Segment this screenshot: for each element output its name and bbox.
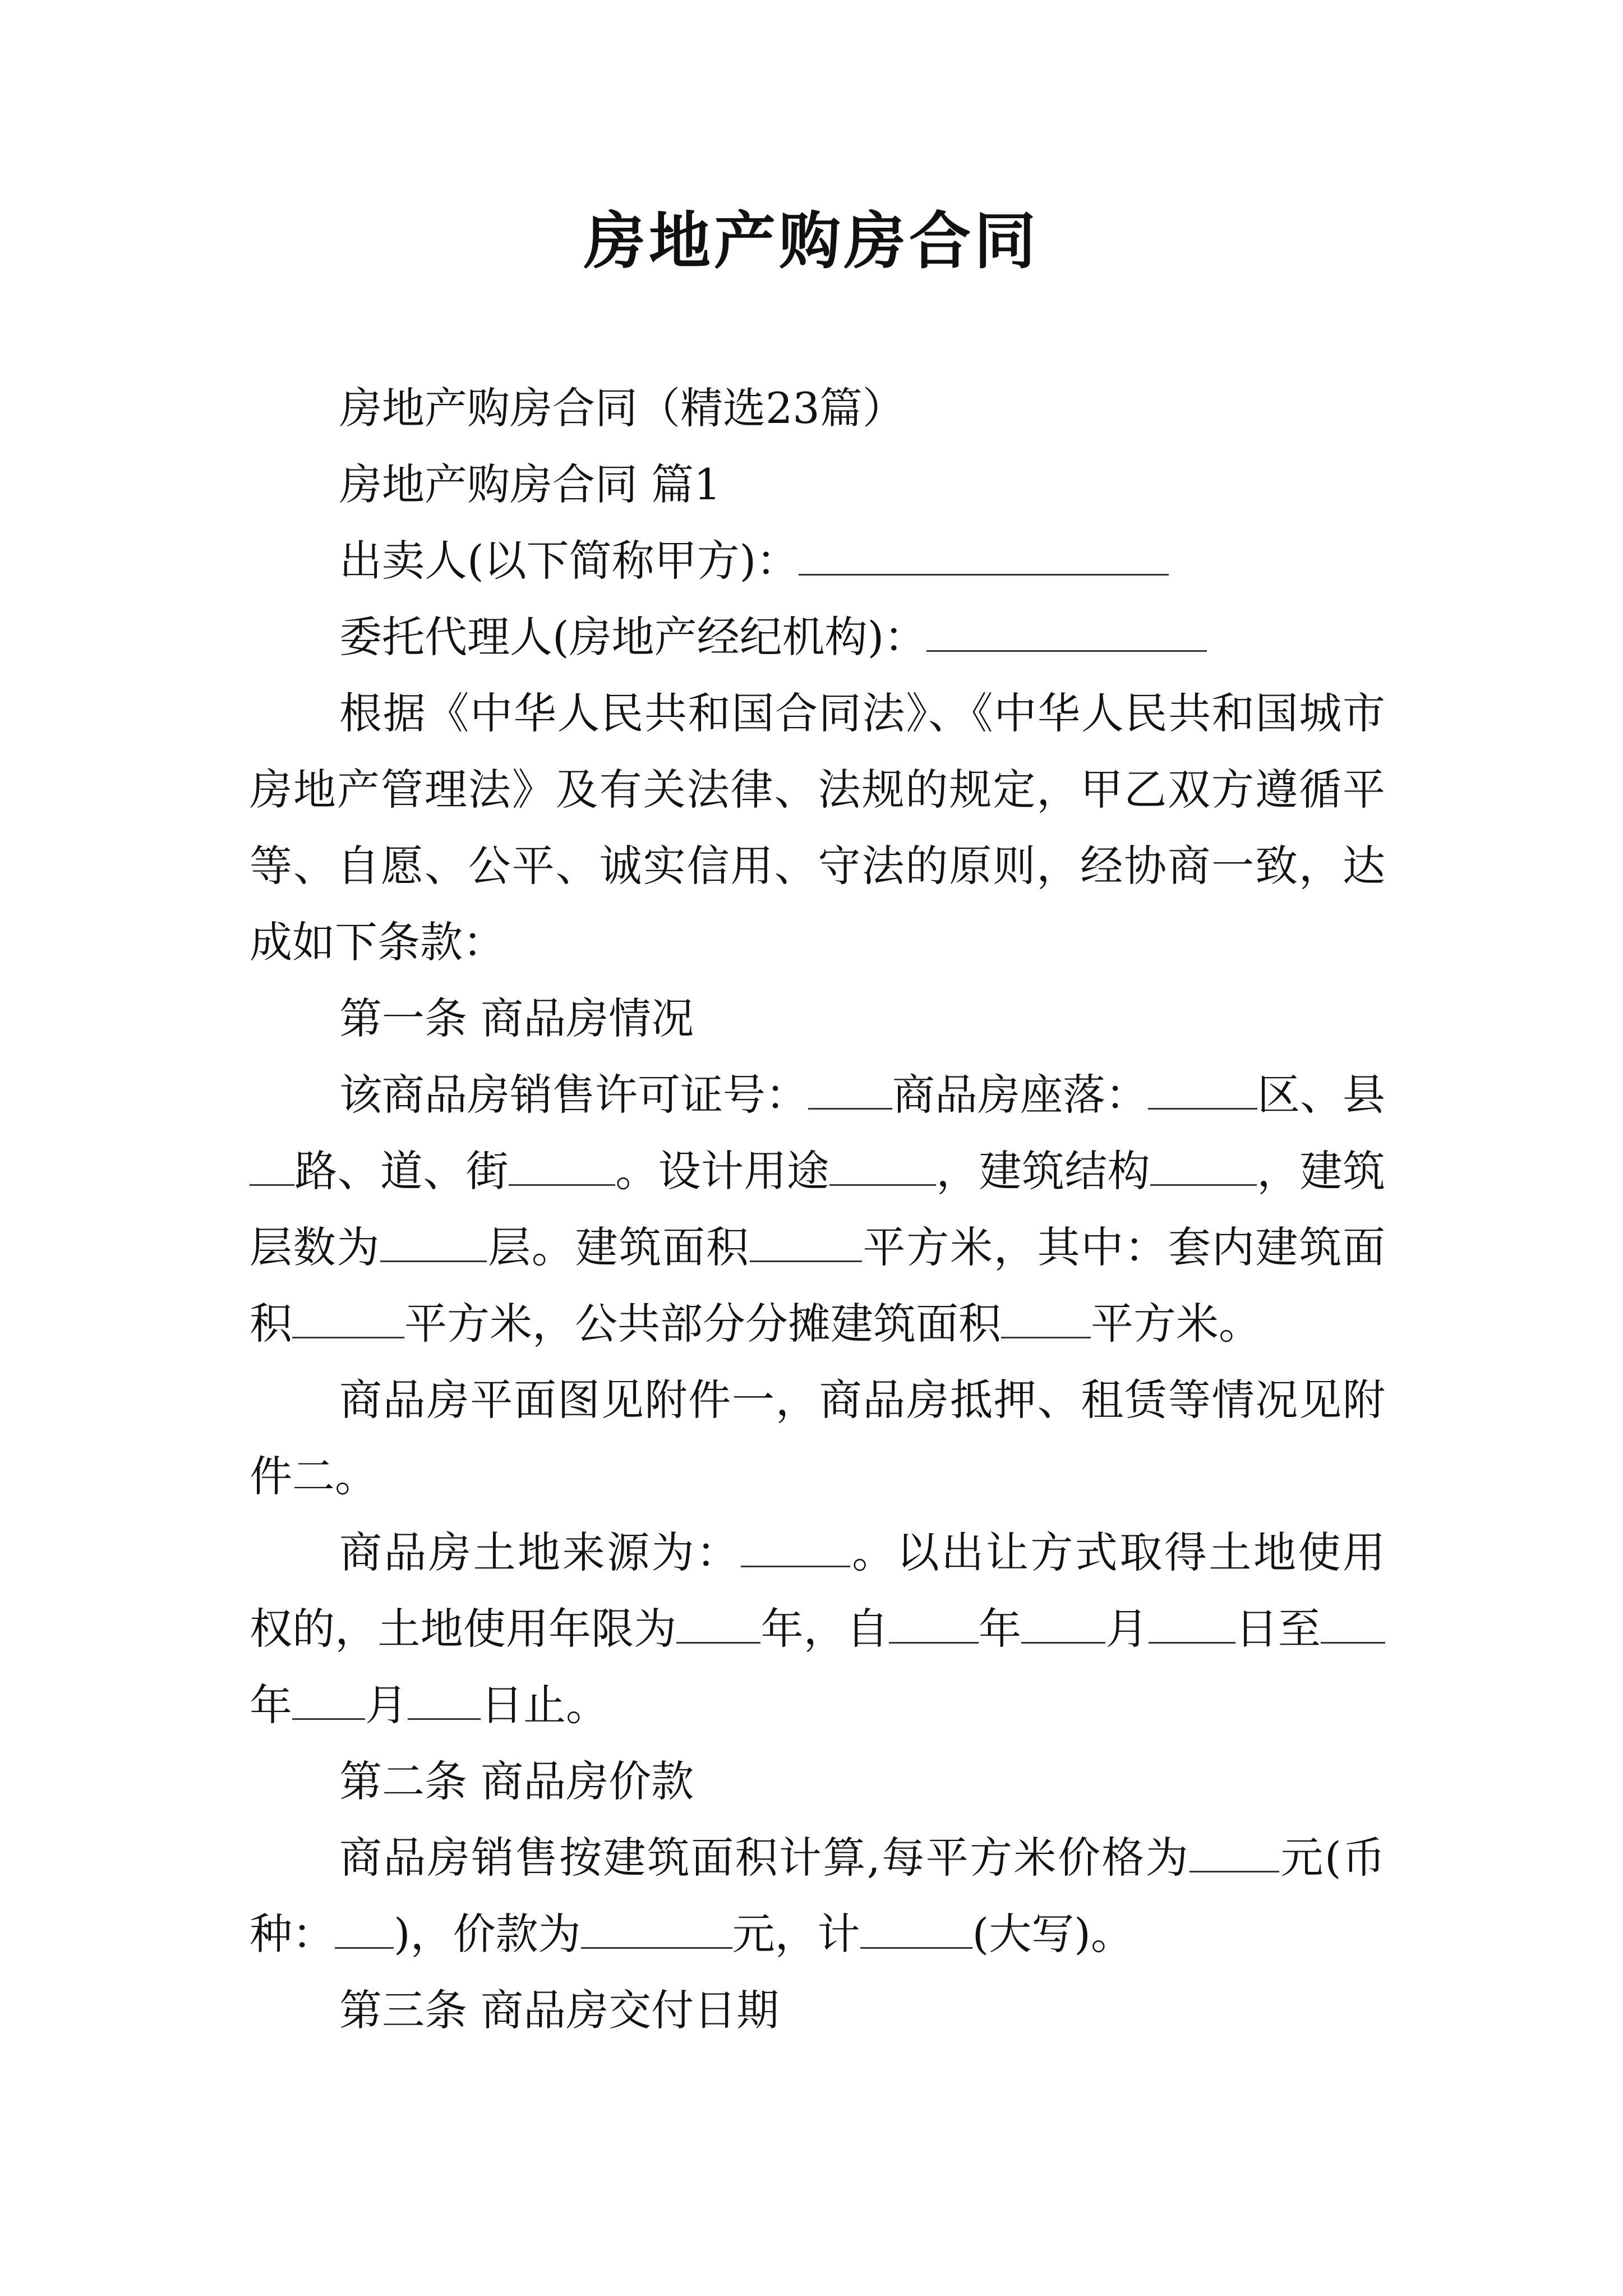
fill-in-blank: [292, 1682, 365, 1720]
paragraph-text: (大写)。: [972, 1909, 1133, 1959]
paragraph: [250, 1820, 1385, 1972]
paragraph-text: 元(币种：: [250, 1833, 1385, 1959]
fill-in-blank: [1001, 1301, 1091, 1338]
paragraph: [250, 1972, 1385, 2049]
fill-in-blank: [829, 1148, 936, 1186]
paragraph: [250, 981, 1385, 1057]
paragraph-text: 房地产购房合同 篇1: [339, 459, 721, 509]
paragraph-text: )，价款为: [394, 1909, 581, 1959]
paragraph: [250, 1743, 1385, 1820]
fill-in-blank: [380, 1225, 487, 1262]
paragraph: [250, 370, 1385, 447]
paragraph: [250, 1057, 1385, 1362]
fill-in-blank: [1321, 1606, 1385, 1644]
paragraph-text: 层。建筑面积: [487, 1222, 750, 1272]
paragraph: [250, 1515, 1385, 1743]
fill-in-blank: [335, 1911, 394, 1949]
document-body: [250, 370, 1385, 2049]
paragraph-text: 年: [250, 1680, 292, 1730]
paragraph-text: 路、道、街: [294, 1146, 509, 1196]
paragraph-text: 第二条 商品房价款: [339, 1756, 694, 1806]
paragraph-text: 商品房土地来源为：: [339, 1527, 741, 1577]
paragraph-text: 元，计: [732, 1909, 860, 1959]
paragraph-text: 商品房平面图见附件一，商品房抵押、租赁等情况见附件二。: [250, 1375, 1385, 1501]
paragraph: [250, 1362, 1385, 1515]
fill-in-blank: [250, 1148, 294, 1186]
fill-in-blank: [741, 1530, 850, 1567]
paragraph-text: 房地产购房合同（精选23篇）: [339, 383, 905, 433]
paragraph-text: 月: [1105, 1604, 1149, 1654]
fill-in-blank: [750, 1225, 862, 1262]
paragraph-text: 平方米。: [1091, 1299, 1261, 1349]
paragraph: [250, 523, 1385, 599]
fill-in-blank: [509, 1148, 615, 1186]
paragraph-text: 区、县: [1257, 1070, 1385, 1120]
fill-in-blank: [408, 1682, 481, 1720]
fill-in-blank: [1149, 1606, 1235, 1644]
fill-in-blank: [1148, 1072, 1257, 1110]
paragraph-text: ，建筑层数为: [250, 1146, 1385, 1272]
paragraph-text: 平方米，其中：套内建筑面积: [250, 1222, 1386, 1349]
paragraph-text: 。设计用途: [615, 1146, 829, 1196]
paragraph-text: 委托代理人(房地产经纪机构)：: [339, 612, 927, 662]
paragraph-text: 商品房销售按建筑面积计算,每平方米价格为: [339, 1833, 1190, 1883]
paragraph: [250, 675, 1385, 981]
paragraph-text: 。以出让方式取得土地使用权的，土地使用年限为: [250, 1527, 1386, 1654]
paragraph-text: 日至: [1235, 1604, 1321, 1654]
fill-in-blank: [860, 1911, 972, 1949]
paragraph-text: 第三条 商品房交付日期: [339, 1985, 780, 2035]
paragraph-text: ，建筑结构: [936, 1146, 1150, 1196]
fill-in-blank: [292, 1301, 404, 1338]
fill-in-blank: [808, 1072, 892, 1110]
fill-in-blank: [889, 1606, 979, 1644]
document-title: 房地产购房合同: [584, 205, 1039, 277]
paragraph-text: 第一条 商品房情况: [339, 993, 694, 1043]
fill-in-blank: [676, 1606, 760, 1644]
paragraph-text: 年，自: [760, 1604, 889, 1654]
paragraph-text: 根据《中华人民共和国合同法》、《中华人民共和国城市房地产管理法》及有关法律、法规的规定，甲乙双方遵循平等、自愿、公平、诚实信用、守法的原则，经协商一致，达成如下条款：: [250, 688, 1385, 967]
fill-in-blank: [799, 538, 1169, 576]
paragraph-text: 商品房座落：: [892, 1070, 1148, 1120]
paragraph-text: 月: [365, 1680, 408, 1730]
fill-in-blank: [1189, 1835, 1279, 1872]
paragraph-text: 年: [979, 1604, 1022, 1654]
fill-in-blank: [1150, 1148, 1257, 1186]
paragraph: [250, 447, 1385, 523]
paragraph-text: 该商品房销售许可证号：: [339, 1070, 808, 1120]
fill-in-blank: [926, 614, 1207, 652]
fill-in-blank: [1021, 1606, 1105, 1644]
paragraph-text: 平方米，公共部分分摊建筑面积: [404, 1299, 1001, 1349]
fill-in-blank: [581, 1911, 732, 1949]
paragraph-text: 出卖人(以下简称甲方)：: [339, 536, 799, 586]
paragraph-text: 日止。: [481, 1680, 608, 1730]
paragraph: [250, 599, 1385, 675]
